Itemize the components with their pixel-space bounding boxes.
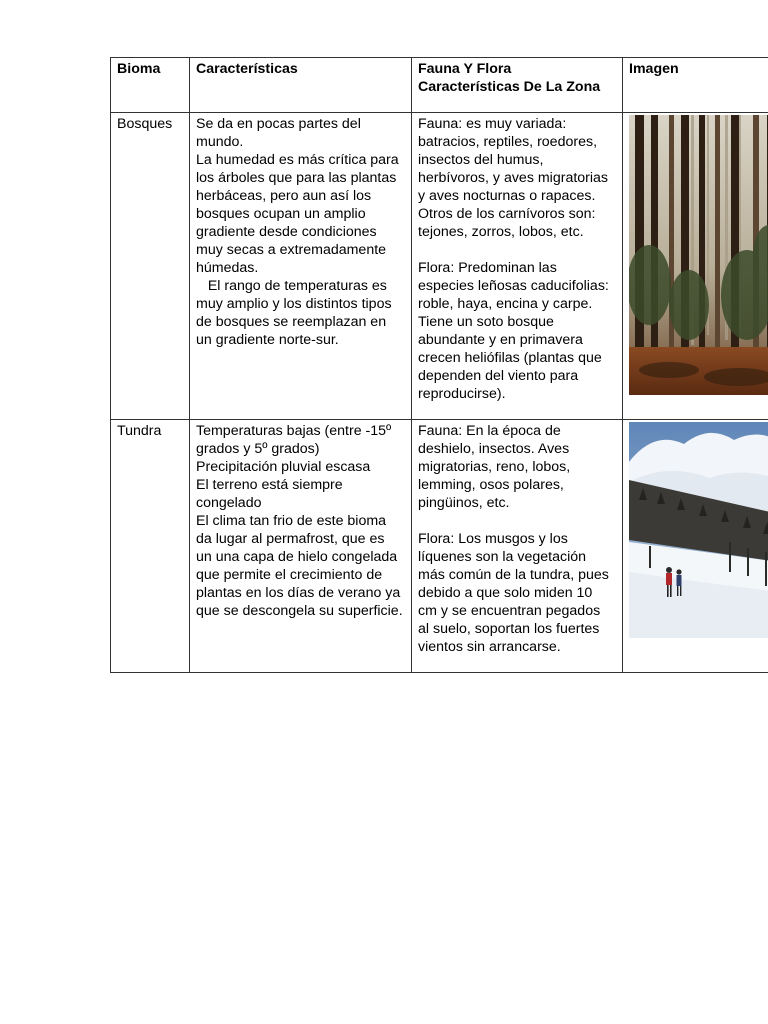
caracteristica-text: El terreno está siempre congelado — [196, 477, 347, 511]
fauna-text: Fauna: En la época de deshielo, insectos. Aves migratorias, reno, lobos, lemming, osos polares, pingüinos, etc. — [418, 423, 575, 511]
forest-photo — [629, 115, 768, 395]
bioma-name: Bosques — [111, 113, 190, 420]
header-bioma: Bioma — [111, 58, 190, 113]
table-row — [111, 113, 768, 420]
fauna-text: Fauna: es muy variada: batracios, reptiles, roedores, insectos del humus, herbívoros, y aves migratorias y aves nocturnas o rapaces. Otros de los carnívoros son: tejones, zorros, lobos, etc. — [418, 116, 612, 240]
caracteristica-text: El clima tan frio de este bioma da lugar al permafrost, que es un una capa de hielo congelada que permite el crecimiento de plantas en los días de verano ya que se descongela su superficie. — [196, 513, 405, 619]
table-row — [111, 420, 768, 673]
snowy-mountain-photo — [629, 422, 768, 638]
fauna-flora-cell — [412, 420, 623, 673]
table-header-row — [111, 58, 768, 113]
header-caracteristicas: Características — [190, 58, 412, 113]
caracteristica-text: Temperaturas bajas (entre -15º grados y 5º grados) — [196, 423, 396, 457]
header-imagen: Imagen — [623, 58, 768, 113]
biome-table — [110, 57, 768, 673]
caracteristicas-cell — [190, 420, 412, 673]
caracteristicas-cell — [190, 113, 412, 420]
flora-text: Flora: Los musgos y los líquenes son la vegetación más común de la tundra, pues debido a que solo miden 10 cm y se encuentran pegados al suelo, soportan los fuertes vientos sin arrancarse. — [418, 531, 613, 655]
flora-text: Flora: Predominan las especies leñosas caducifolias: roble, haya, encina y carpe. Tiene un soto bosque abundante y en primavera crecen heliófilas (plantas que dependen del viento para reproducirse). — [418, 260, 613, 402]
image-cell — [623, 420, 768, 673]
bioma-name: Tundra — [111, 420, 190, 673]
image-cell — [623, 113, 768, 420]
header-fauna-flora: Fauna Y Flora Características De La Zona — [412, 58, 623, 113]
caracteristica-text: Precipitación pluvial escasa — [196, 459, 371, 475]
caracteristica-text: Se da en pocas partes del mundo. — [196, 116, 365, 150]
caracteristica-text: El rango de temperaturas es muy amplio y los distintos tipos de bosques se reemplazan en un gradiente norte-sur. — [196, 278, 396, 348]
caracteristica-text: La humedad es más crítica para los árboles que para las plantas herbáceas, pero aun así los bosques ocupan un amplio gradiente desde condiciones muy secas a extremadamente húmedas. — [196, 152, 403, 276]
fauna-flora-cell — [412, 113, 623, 420]
